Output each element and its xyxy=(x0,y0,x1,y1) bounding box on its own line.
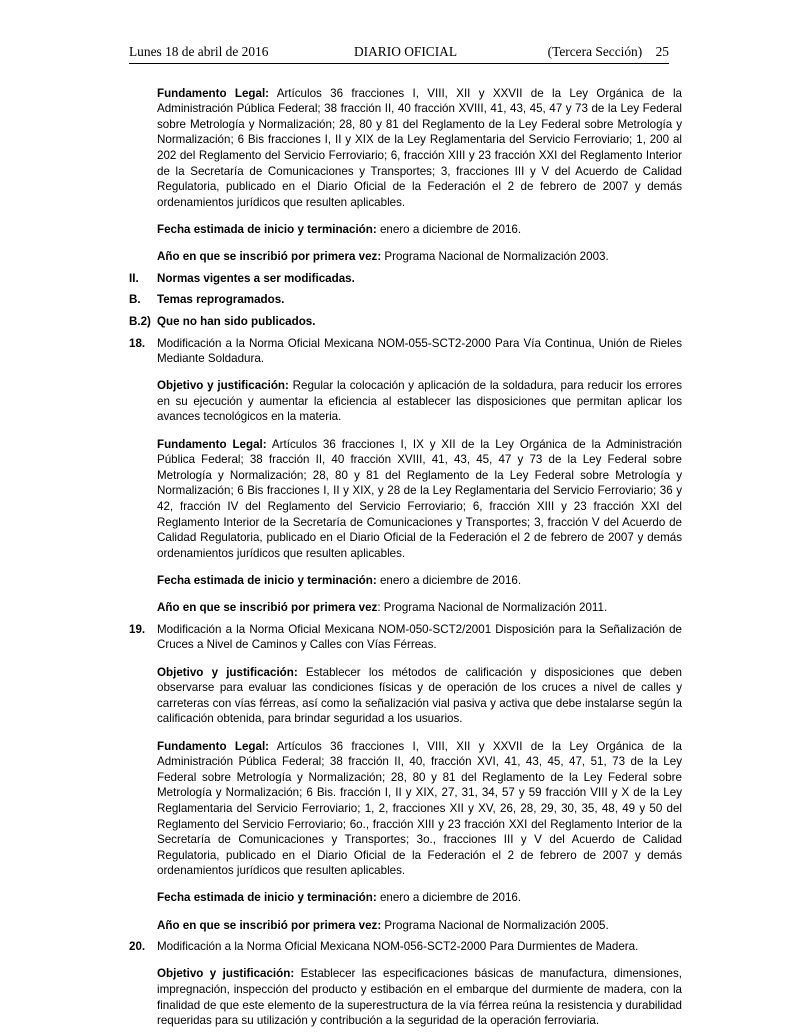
section-title: Que no han sido publicados. xyxy=(157,314,316,328)
objetivo-label: Objetivo y justificación: xyxy=(157,379,289,393)
fundamento-label: Fundamento Legal: xyxy=(157,739,270,753)
fundamento-text: Artículos 36 fracciones I, VIII, XII y XXVII de la Ley Orgánica de la Administración Pública Federal; 38 fracción II, 40 fracción XVIII, 41, 43, 45, 47 y 73 de la Ley Federal sobre Metrología y Normalización; 28, 80 y 81 del Reglamento de la Ley Federal sobre Metrología y Normalización; 6 Bis fracciones I, II y XIX de la Ley Reglamentaria del Servicio Ferroviario; 1, 200 al 202 del Reglamento del Servicio Ferroviario; 6, fracción XIII y 23 fracción XXI del Reglamento Interior de la Secretaría de Comunicaciones y Transportes; 3, fracciones III y V del Acuerdo de Calidad Regulatoria, publicado en el Diario Oficial de la Federación el 2 de febrero de 2007 y demás ordenamientos jurídicos que resulten aplicables. xyxy=(157,86,683,209)
section-number: B.2) xyxy=(129,314,151,328)
section-heading xyxy=(129,271,682,287)
anio-paragraph xyxy=(157,600,682,616)
fecha-text: enero a diciembre de 2016. xyxy=(376,891,522,905)
anio-paragraph xyxy=(157,249,682,265)
anio-label: Año en que se inscribió por primera vez: xyxy=(157,918,382,932)
item-title: Modificación a la Norma Oficial Mexicana NOM-056-SCT2-2000 Para Durmientes de Madera. xyxy=(157,940,639,954)
header-section-page xyxy=(548,44,669,60)
fecha-label: Fecha estimada de inicio y terminación: xyxy=(157,891,377,905)
section-number: B. xyxy=(129,293,141,307)
fundamento-legal-paragraph xyxy=(157,739,682,879)
header-publication: DIARIO OFICIAL xyxy=(354,44,458,59)
fundamento-legal-paragraph xyxy=(157,437,682,562)
anio-label: Año en que se inscribió por primera vez xyxy=(157,601,378,615)
anio-text: Programa Nacional de Normalización 2003. xyxy=(381,250,609,264)
document-body xyxy=(129,74,682,1035)
item-title: Modificación a la Norma Oficial Mexicana NOM-050-SCT2/2001 Disposición para la Señalización de Cruces a Nivel de Caminos y Calles con Vías Férreas. xyxy=(157,622,682,652)
header-rule xyxy=(129,63,669,64)
fecha-text: enero a diciembre de 2016. xyxy=(376,222,522,236)
objetivo-label: Objetivo y justificación: xyxy=(157,665,298,679)
fundamento-legal-paragraph xyxy=(157,86,682,211)
fundamento-label: Fundamento Legal: xyxy=(157,86,270,100)
anio-text: : Programa Nacional de Normalización 2011. xyxy=(377,601,608,615)
objetivo-paragraph xyxy=(157,966,682,1028)
item-title: Modificación a la Norma Oficial Mexicana NOM-055-SCT2-2000 Para Vía Continua, Unión de Rieles Mediante Soldadura. xyxy=(157,336,682,366)
objetivo-paragraph xyxy=(157,378,682,425)
fecha-paragraph xyxy=(157,573,682,589)
item-number: 18. xyxy=(129,336,146,350)
fecha-paragraph xyxy=(157,890,682,906)
fecha-label: Fecha estimada de inicio y terminación: xyxy=(157,222,377,236)
list-item-18 xyxy=(129,336,682,367)
objetivo-text: Establecer los métodos de calificación y disposiciones que deben observarse para evaluar las condiciones físicas y de operación de los cruces a nivel de calles y carreteras con vías férreas, así como la señalización vial pasiva y activa que debe instalarse según la calificación obtenida, para brindar seguridad a los usuarios. xyxy=(157,665,682,726)
section-title: Temas reprogramados. xyxy=(157,293,285,307)
list-item-19 xyxy=(129,622,682,653)
page-header xyxy=(129,44,669,66)
item-number: 20. xyxy=(129,940,146,954)
item-number: 19. xyxy=(129,622,146,636)
section-title: Normas vigentes a ser modificadas. xyxy=(157,271,355,285)
header-section: (Tercera Sección) xyxy=(547,44,643,59)
fecha-text: enero a diciembre de 2016. xyxy=(376,574,522,587)
anio-text: Programa Nacional de Normalización 2005. xyxy=(381,918,609,932)
section-heading xyxy=(129,314,682,330)
list-item-20 xyxy=(129,939,682,955)
objetivo-text: Establecer las especificaciones básicas de manufactura, dimensiones, impregnación, inspección del producto y estibación en el embarque del durmiente de madera, con la finalidad de que este elemento de la superestructura de la vía férrea reúna la resistencia y durabilidad requeridas para su utilización y contribución a la seguridad de la operación ferroviaria. xyxy=(157,967,682,1028)
fundamento-text: Artículos 36 fracciones I, VIII, XII y XXVII de la Ley Orgánica de la Administración Pública Federal; 38 fracción II, 40, fracción XVI, 41, 43, 45, 47, 51, 73 de la Ley Federal sobre Metrología y Normalización; 28, 80 y 81 del Reglamento de la Ley Federal sobre Metrología y Normalización; 6 Bis. fracción I, II y XIX, 27, 31, 34, 57 y 59 fracción VIII y X de la Ley Reglamentaria del Servicio Ferroviario; 1, 2, fracciones XII y XV, 26, 28, 29, 30, 35, 48, 49 y 50 del Reglamento del Servicio Ferroviario; 6o., fracción XIII y 23 fracción XXI del Reglamento Interior de la Secretaría de Comunicaciones y Transportes; 3o., fracciones III y V del Acuerdo de Calidad Regulatoria, publicado en el Diario Oficial de la Federación el 2 de febrero de 2007 y demás ordenamientos jurídicos que resulten aplicables. xyxy=(157,739,683,878)
header-page-number: 25 xyxy=(655,44,669,59)
objetivo-paragraph xyxy=(157,665,682,727)
header-date: Lunes 18 de abril de 2016 xyxy=(129,44,269,59)
section-heading xyxy=(129,292,682,308)
objetivo-label: Objetivo y justificación: xyxy=(157,967,295,981)
fecha-label: Fecha estimada de inicio y terminación: xyxy=(157,574,377,587)
fundamento-label: Fundamento Legal: xyxy=(157,437,267,451)
fundamento-text: Artículos 36 fracciones I, IX y XII de la Ley Orgánica de la Administración Pública Federal; 38 fracción II, 40 fracción XVIII, 41, 43, 45, 47 y 73 de la Ley Federal sobre Metrología y Normalización; 28, 80 y 81 del Reglamento de la Ley Federal sobre Metrología y Normalización; 6 Bis fracciones I, II y XIX, y 28 de la Ley Reglamentaria del Servicio Ferroviario; 36 y 42, fracción IV del Reglamento del Servicio Ferroviario; 6, fracción XIII y 23 fracción XXI del Reglamento Interior de la Secretaría de Comunicaciones y Transportes; 3, fracción V del Acuerdo de Calidad Regulatoria, publicado en el Diario Oficial de la Federación el 2 de febrero de 2007 y demás ordenamientos jurídicos que resulten aplicables. xyxy=(157,437,682,560)
section-number: II. xyxy=(129,271,139,285)
objetivo-text: Regular la colocación y aplicación de la soldadura, para reducir los errores en su ejecución y aumentar la eficiencia al establecer las disposiciones que permitan aplicar los avances tecnológicos en la materia. xyxy=(157,379,682,424)
anio-label: Año en que se inscribió por primera vez: xyxy=(157,250,382,264)
anio-paragraph xyxy=(157,918,682,934)
fecha-paragraph xyxy=(157,222,682,238)
